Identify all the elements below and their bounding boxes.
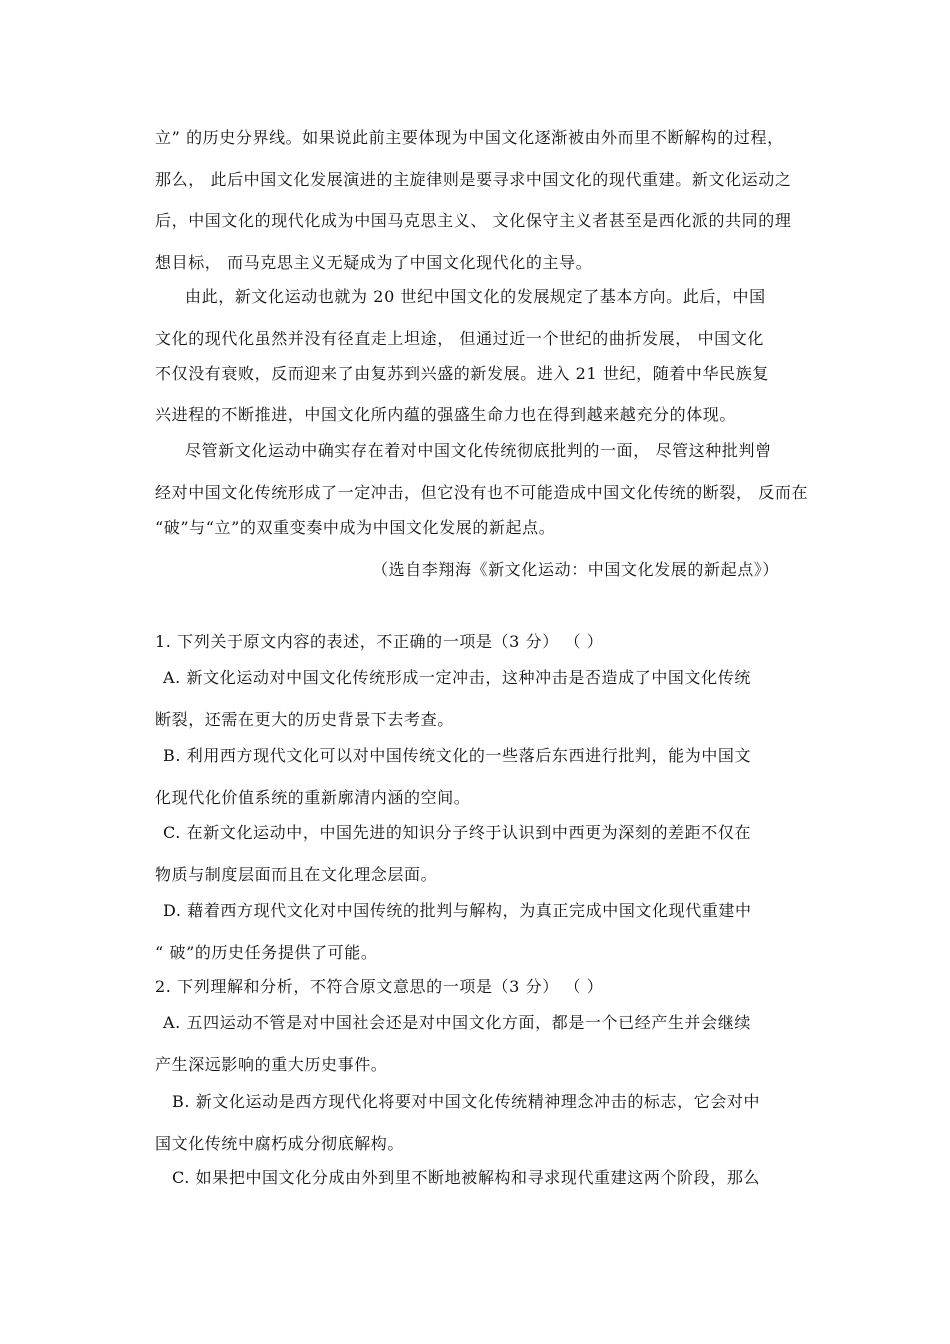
- question-1-option-b-cont: 化现代化价值系统的重新廓清内涵的空间。: [155, 788, 471, 807]
- question-2-option-a: A. 五四运动不管是对中国社会还是对中国文化方面，都是一个已经产生并会继续: [163, 1013, 751, 1032]
- question-1-option-b: B. 利用西方现代文化可以对中国传统文化的一些落后东西进行批判，能为中国文: [163, 746, 752, 765]
- question-1-option-c-cont: 物质与制度层面而且在文化理念层面。: [155, 865, 438, 884]
- question-2-option-b-cont: 国文化传统中腐朽成分彻底解构。: [155, 1134, 405, 1153]
- passage-line: 想目标， 而马克思主义无疑成为了中国文化现代化的主导。: [155, 253, 593, 272]
- passage-line: 尽管新文化运动中确实存在着对中国文化传统彻底批判的一面， 尽管这种批判曾: [185, 441, 772, 460]
- question-2-stem: 2. 下列理解和分析，不符合原文意思的一项是（3 分） （ ）: [155, 977, 604, 996]
- passage-line: 立” 的历史分界线。如果说此前主要体现为中国文化逐渐被由外而里不断解构的过程，: [155, 128, 784, 147]
- passage-source: （选自李翔海《新文化运动：中国文化发展的新起点》）: [372, 560, 780, 579]
- question-1-option-a: A. 新文化运动对中国文化传统形成一定冲击，这种冲击是否造成了中国文化传统: [163, 668, 751, 687]
- question-2-option-b: B. 新文化运动是西方现代化将要对中国文化传统精神理念冲击的标志，它会对中: [172, 1092, 761, 1111]
- passage-line: 由此，新文化运动也就为 20 世纪中国文化的发展规定了基本方向。此后，中国: [185, 287, 766, 306]
- question-1-stem: 1. 下列关于原文内容的表述，不正确的一项是（3 分） （ ）: [155, 632, 604, 651]
- question-2-option-a-cont: 产生深远影响的重大历史事件。: [155, 1055, 388, 1074]
- passage-line: 不仅没有衰败，反而迎来了由复苏到兴盛的新发展。进入 21 世纪，随着中华民族复: [155, 364, 769, 383]
- passage-line: “破”与“立”的双重变奏中成为中国文化发展的新起点。: [155, 518, 556, 537]
- question-1-option-c: C. 在新文化运动中，中国先进的知识分子终于认识到中西更为深刻的差距不仅在: [163, 823, 752, 842]
- question-1-option-d: D. 藉着西方现代文化对中国传统的批判与解构，为真正完成中国文化现代重建中: [163, 901, 752, 920]
- passage-line: 兴进程的不断推进，中国文化所内蕴的强盛生命力也在得到越来越充分的体现。: [155, 405, 737, 424]
- question-1-option-d-cont: “ 破”的历史任务提供了可能。: [155, 943, 378, 962]
- passage-line: 后，中国文化的现代化成为中国马克思主义、 文化保守主义者甚至是西化派的共同的理: [155, 211, 792, 230]
- passage-line: 经对中国文化传统形成了一定冲击，但它没有也不可能造成中国文化传统的断裂， 反而在: [155, 483, 809, 502]
- passage-line: 那么， 此后中国文化发展演进的主旋律则是要寻求中国文化的现代重建。新文化运动之: [155, 170, 792, 189]
- passage-line: 文化的现代化虽然并没有径直走上坦途， 但通过近一个世纪的曲折发展， 中国文化: [155, 329, 764, 348]
- question-1-option-a-cont: 断裂，还需在更大的历史背景下去考查。: [155, 710, 454, 729]
- question-2-option-c: C. 如果把中国文化分成由外到里不断地被解构和寻求现代重建这两个阶段，那么: [172, 1168, 761, 1187]
